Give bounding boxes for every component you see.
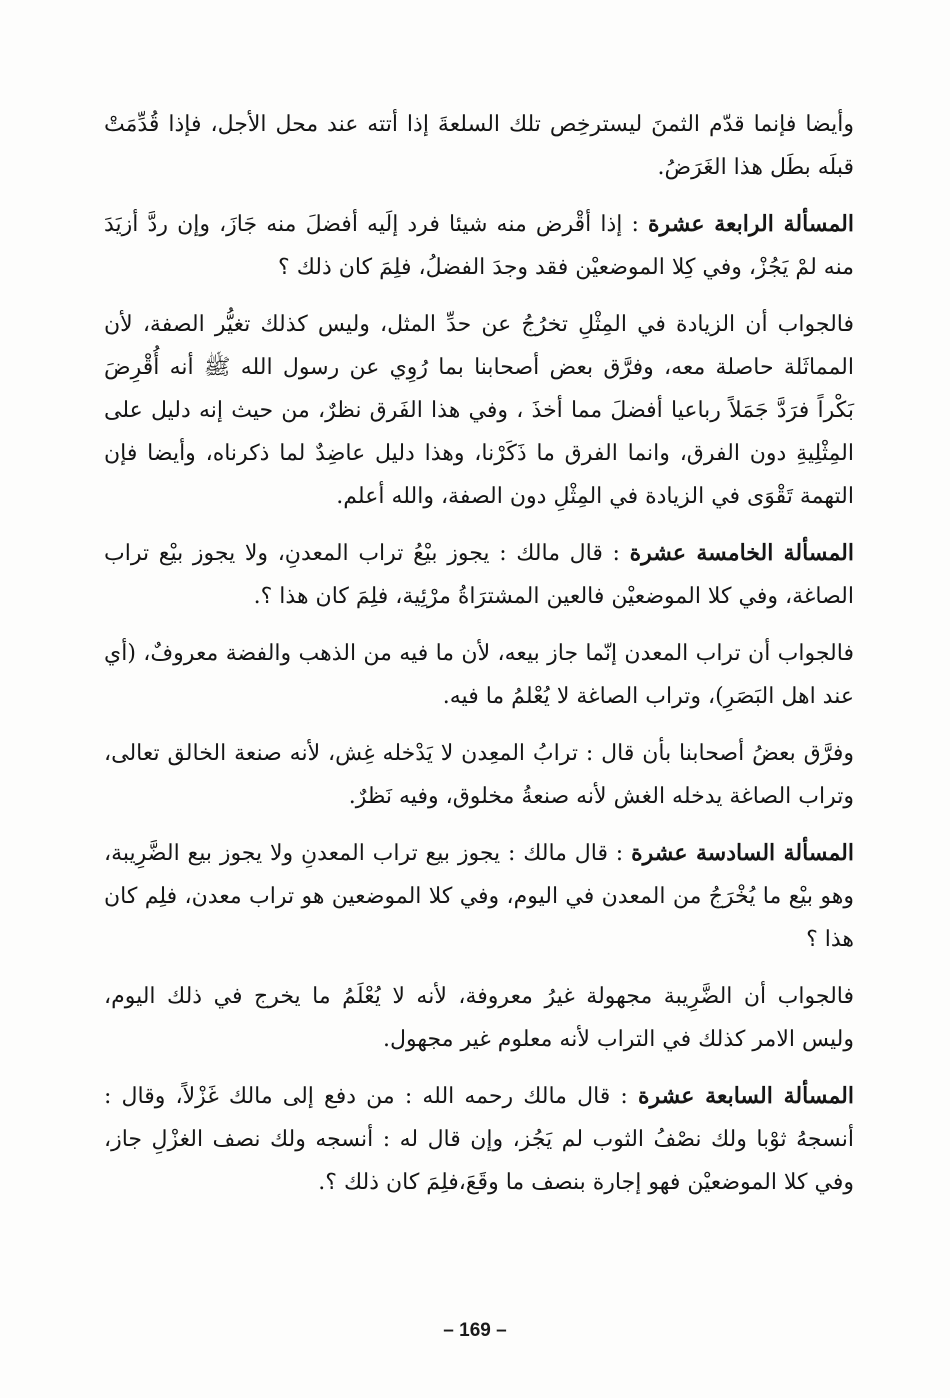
question-17-heading: المسألة السابعة عشرة xyxy=(637,1083,854,1109)
question-17-text: : قال مالك رحمه الله : من دفع إلى مالك غَزْلاً، وقال : أنسجهُ ثوْبا ولك نصْفُ الثوب لم يَجُز، وإن قال له : أنسجه ولك نصف الغزْلِ جاز، وفي كلا الموضعيْن فهو إجارة بنصف ما وقَعَ،فلِمَ كان ذلك ؟. xyxy=(104,1084,854,1195)
question-15-heading: المسألة الخامسة عشرة xyxy=(629,540,854,566)
page-number: – 169 – xyxy=(443,1320,507,1341)
paragraph-2 xyxy=(104,203,854,289)
question-16-text: : قال مالك : يجوز بيع تراب المعدنِ ولا يجوز بيع الضَّرِيبة، وهو بيْع ما يُخْرَجُ من المعدن في اليوم، وفي كلا الموضعين هو تراب معدن، فلِم كان هذا ؟ xyxy=(104,841,854,952)
paragraph-7 xyxy=(104,832,854,961)
page-body xyxy=(104,103,854,1218)
answer-15-text: فالجواب أن تراب المعدن إنّما جاز بيعه، لأن ما فيه من الذهب والفضة معروفٌ، (أي عند اهل البَصَرِ)، وتراب الصاغة لا يُعْلمُ ما فيه. xyxy=(104,641,854,709)
paragraph-3 xyxy=(104,303,854,518)
paragraph-8 xyxy=(104,975,854,1061)
answer-16-text: فالجواب أن الضَّرِيبة مجهولة غيرُ معروفة، لأنه لا يُعْلَمُ ما يخرج في ذلك اليوم، وليس الامر كذلك في التراب لأنه معلوم غير مجهول. xyxy=(104,984,854,1052)
answer-15-distinction-text: وفرَّق بعضُ أصحابنا بأن قال : ترابُ المعِدن لا يَدْخله غِش، لأنه صنعة الخالق تعالى، وتراب الصاغة يدخله الغش لأنه صنعةُ مخلوق، وفيه نَظرٌ. xyxy=(104,741,854,809)
paragraph-9 xyxy=(104,1075,854,1204)
question-14-heading: المسألة الرابعة عشرة xyxy=(648,211,854,237)
paragraph-1-text: وأيضا فإنما قدّم الثمنَ ليسترخِص تلك السلعةَ إذا أتته عند محل الأجل، فإذا قُدِّمَتْ قبلَه بطَل هذا الغَرَضُ. xyxy=(104,112,854,180)
paragraph-4 xyxy=(104,532,854,618)
paragraph-5 xyxy=(104,632,854,718)
paragraph-6 xyxy=(104,732,854,818)
paragraph-1 xyxy=(104,103,854,189)
question-15-text: : قال مالك : يجوز بيْعُ تراب المعدنِ، ولا يجوز بيْع تراب الصاغة، وفي كلا الموضعيْن فالعين المشترَاةُ مرْئِية، فلِمَ كان هذا ؟. xyxy=(104,541,854,609)
question-14-text: : إذا أقْرض منه شيئا فرد إلَيه أفضلَ منه جَازَ، وإن ردَّ أزيَدَ منه لمْ يَجُزْ، وفي كِلا الموضعيْن فقد وجدَ الفضلُ، فلِمَ كان ذلك ؟ xyxy=(104,212,854,280)
question-16-heading: المسألة السادسة عشرة xyxy=(631,840,854,866)
answer-14-text: فالجواب أن الزيادة في المِثْلِ تخرُجُ عن حدِّ المثل، وليس كذلك تغيُّر الصفة، لأن المماثَلة حاصلة معه، وفرَّق بعض أصحابنا بما رُوِي عن رسول الله ﷺ أنه أُقْرِضَ بَكْراً فرَدَّ جَمَلاً رباعيا أفضلَ مما أخذَ ، وفي هذا الفَرق نظرٌ، من حيث إنه دليل على المِثْلِيةِ دون الفرق، وانما الفرق ما ذَكَرْنا، وهذا دليل عاضِدٌ لما ذكرناه، وأيضا فإن التهمة تَقْوَى في الزيادة في المِثْلِ دون الصفة، والله أعلم. xyxy=(104,312,854,509)
